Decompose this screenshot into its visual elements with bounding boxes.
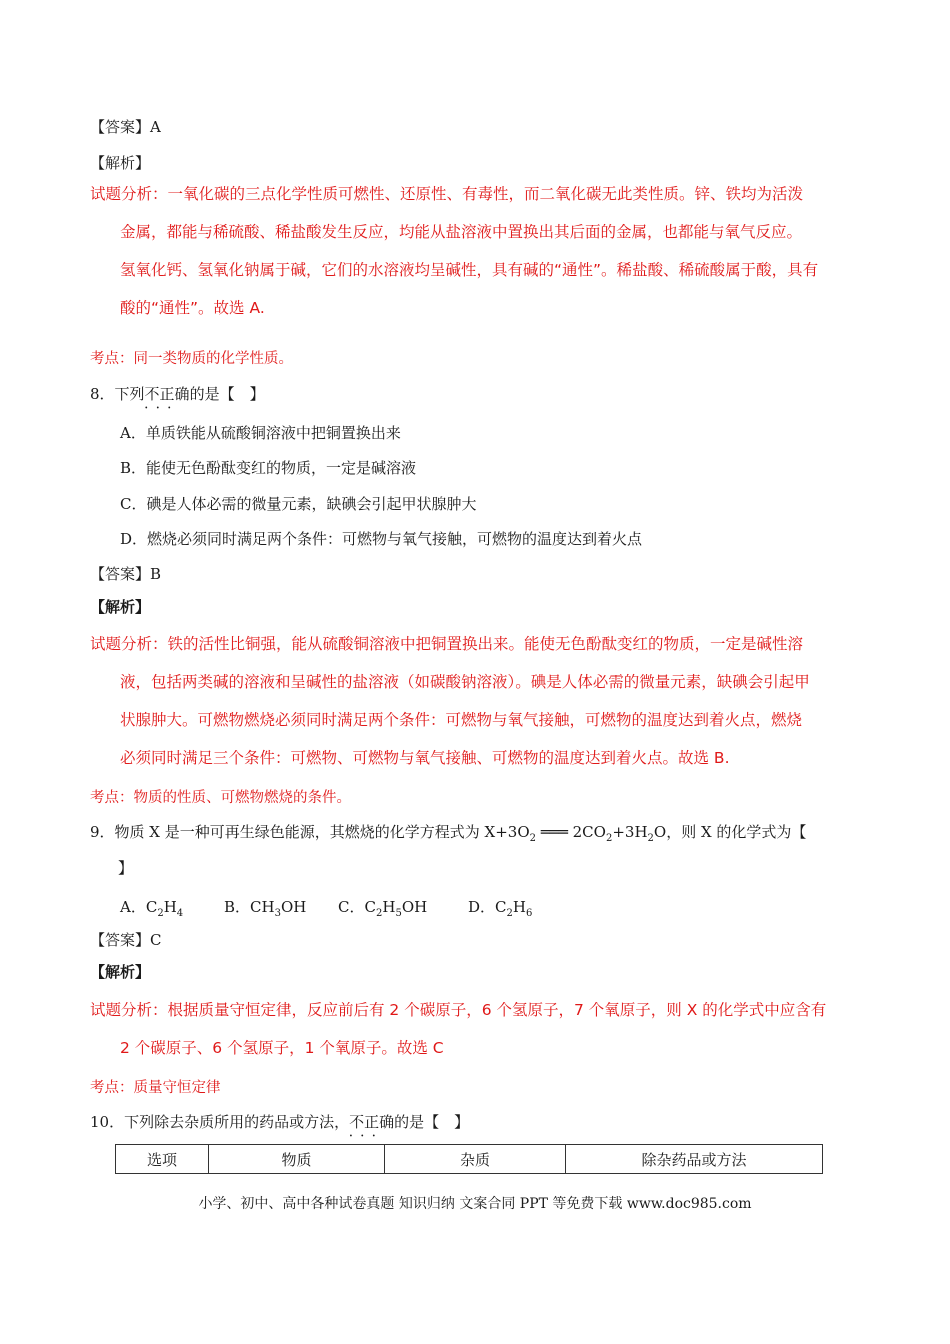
q7-kaodian: 考点：同一类物质的化学性质。 bbox=[90, 351, 293, 367]
q8-option-b: B．能使无色酚酞变红的物质，一定是碱溶液 bbox=[120, 459, 417, 477]
q8-analysis-line: 状腺肿大。可燃物燃烧必须同时满足两个条件：可燃物与氧气接触，可燃物的温度达到着火点，燃烧 bbox=[120, 711, 803, 729]
table-header-cell: 杂质 bbox=[385, 1145, 566, 1174]
q9-answer: 【答案】C bbox=[90, 931, 162, 949]
q9-option-b: B．$CH_3OH$ bbox=[224, 898, 307, 919]
q8-emphasis: 不正确 • • • bbox=[145, 385, 190, 403]
q10-table bbox=[115, 1144, 823, 1174]
q7-analysis-line: 金属，都能与稀硫酸、稀盐酸发生反应，均能从盐溶液中置换出其后面的金属，也都能与氧气反应。 bbox=[120, 223, 803, 241]
q9-stem: 9．物质 X 是一种可再生绿色能源，其燃烧的化学方程式为 $X+3O_2$ ═══ $2CO_2+3H_2O$，则 X 的化学式为【 bbox=[90, 823, 807, 844]
q9-kaodian: 考点：质量守恒定律 bbox=[90, 1080, 221, 1096]
q8-option-d: D．燃烧必须同时满足两个条件：可燃物与氧气接触，可燃物的温度达到着火点 bbox=[120, 530, 643, 548]
page-footer: 小学、初中、高中各种试卷真题 知识归纳 文案合同 PPT 等免费下载 www.doc985.com bbox=[198, 1196, 752, 1212]
q8-answer: 【答案】B bbox=[90, 565, 162, 583]
q10-emphasis: 不正确 • • • bbox=[349, 1113, 394, 1131]
q8-analysis-line: 必须同时满足三个条件：可燃物、可燃物与氧气接触、可燃物的温度达到着火点。故选 B. bbox=[120, 749, 730, 767]
q10-stem: 10．下列除去杂质所用的药品或方法，不正确 • • •的是【 】 bbox=[90, 1112, 469, 1132]
q9-option-d: D．$C_2H_6$ bbox=[468, 898, 533, 919]
table-header-cell: 除杂药品或方法 bbox=[566, 1145, 823, 1174]
q7-analysis-line: 试题分析：一氧化碳的三点化学性质可燃性、还原性、有毒性，而二氧化碳无此类性质。锌、铁均为活泼 bbox=[90, 185, 804, 203]
q8-option-a: A．单质铁能从硫酸铜溶液中把铜置换出来 bbox=[120, 424, 401, 442]
q7-answer: 【答案】A bbox=[90, 118, 161, 136]
q9-analysis-line: 2 个碳原子、6 个氢原子，1 个氧原子。故选 C bbox=[120, 1039, 444, 1057]
q9-option-c: C．$C_2H_5OH$ bbox=[338, 898, 428, 919]
q7-analysis-line: 氢氧化钙、氢氧化钠属于碱，它们的水溶液均呈碱性，具有碱的“通性”。稀盐酸、稀硫酸属于酸，具有 bbox=[120, 261, 819, 279]
table-header-row bbox=[116, 1145, 823, 1174]
q7-analysis-line: 酸的“通性”。故选 A. bbox=[120, 299, 265, 317]
q8-analysis-label: 【解析】 bbox=[90, 598, 151, 616]
q8-option-c: C．碘是人体必需的微量元素，缺碘会引起甲状腺肿大 bbox=[120, 495, 477, 513]
table-header-cell: 物质 bbox=[209, 1145, 385, 1174]
q9-analysis-label: 【解析】 bbox=[90, 963, 151, 981]
q8-analysis-line: 液，包括两类碱的溶液和呈碱性的盐溶液（如碳酸钠溶液）。碘是人体必需的微量元素，缺碘会引起甲 bbox=[120, 673, 810, 691]
q8-analysis-line: 试题分析：铁的活性比铜强，能从硫酸铜溶液中把铜置换出来。能使无色酚酞变红的物质，一定是碱性溶 bbox=[90, 635, 804, 653]
q8-kaodian: 考点：物质的性质、可燃物燃烧的条件。 bbox=[90, 790, 351, 806]
q8-stem: 8．下列不正确 • • •的是【 】 bbox=[90, 384, 265, 404]
q9-option-a: A．$C_2H_4$ bbox=[120, 898, 184, 919]
q9-stem-end: 】 bbox=[118, 859, 134, 877]
q7-analysis-label: 【解析】 bbox=[90, 154, 151, 172]
table-header-cell: 选项 bbox=[116, 1145, 209, 1174]
q9-analysis-line: 试题分析：根据质量守恒定律，反应前后有 2 个碳原子，6 个氢原子，7 个氧原子，则 X 的化学式中应含有 bbox=[90, 1001, 827, 1019]
